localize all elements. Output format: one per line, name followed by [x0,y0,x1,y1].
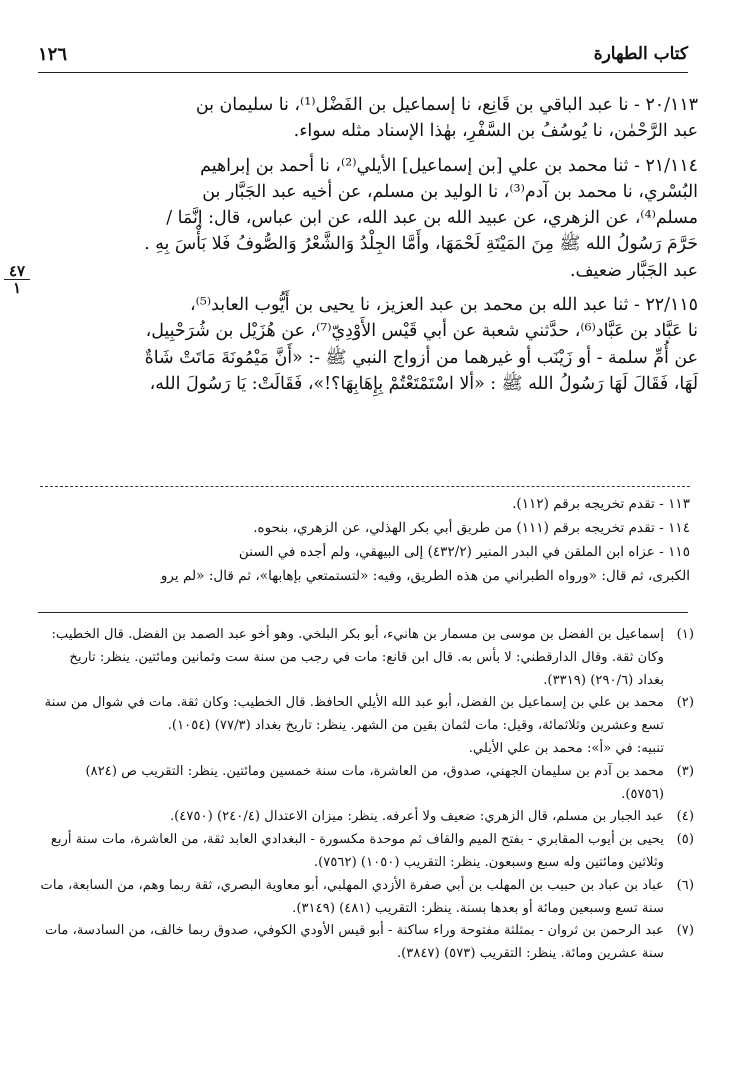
hadith-line: نا عَبَّاد بن عَبَّاد⁽⁶⁾، حدَّثني شعبة عن أبي قَيْس الأَوْدِيّ⁽⁷⁾، عن هُزَيْل بن شُرَحْبِيل، [145,321,698,342]
reference-line: ١١٥ - عزاه ابن الملقن في البدر المنير (٤٣٢/٢) إلى البيهقي، ولم أجده في السنن [238,544,690,560]
footnote-text: يحيى بن أيوب المقابري - بفتح الميم والقاف ثم موحدة مكسورة - البغدادي العابد ثقة، من العاشرة، مات سنة أربع وثلاثين ومائتين وله سبع وسبعون. ينظر: التقريب (١٠٥٠) (٧٥٦٢). [50,832,664,870]
section-dashed-rule [40,486,690,487]
footnote [40,875,694,921]
footnote [40,829,694,875]
hadith-line: عبد الجَبَّار ضعيف. [569,260,698,281]
hadith-line: حَرَّمَ رَسُولُ الله ﷺ مِنَ المَيْتَةِ لَحْمَهَا، وأَمَّا الجِلْدُ وَالشَّعْرُ وَالصُّوفُ فَلا بَأْسَ بِهِ . [144,234,698,255]
hadith-line: ٢١/١١٤ - ثنا محمد بن علي [بن إسماعيل] الأيلي⁽²⁾، نا أحمد بن إبراهيم [200,155,698,176]
footnote-text: عبد الرحمن بن ثروان - بمثلثة مفتوحة وراء ساكنة - أبو قيس الأودي الكوفي، صدوق ربما خالف، من السادسة، مات سنة عشرين ومائة. ينظر: التقريب (٥٧٣) (٣٨٤٧). [44,923,664,962]
margin-folio-bottom: ١ [12,279,22,297]
takhrij-references [40,492,690,588]
footnote-text: محمد بن آدم بن سليمان الجهني، صدوق، من العاشرة، مات سنة خمسين ومائتين. ينظر: التقريب ص (٨٢٤) (٥٧٥٦). [85,763,664,802]
footnote-text: محمد بن علي بن إسماعيل بن الفضل، أبو عبد الله الأيلي الحافظ. قال الخطيب: وكان ثقة. مات في شوال من سنة تسع وعشرين وثلاثمائة، وقيل: مات لثمان بقين من الشهر. ينظر: تاريخ بغداد (٧٧/٣) (١٠٥٤). [44,695,664,734]
hadith-line: عبد الرَّحْمٰن، نا يُوسُفُ بن السَّفْرِ، بهٰذا الإسناد مثله سواء. [293,121,698,142]
header-rule [38,72,688,73]
hadith-text [38,92,698,397]
margin-folio-note [4,263,30,296]
footnote-caution [40,738,694,761]
margin-folio-top: ٤٧ [4,263,30,280]
footnote [40,920,694,966]
footnote [40,692,694,738]
footnote-caution-text: تنبيه: في «أ»: محمد بن علي الأيلي. [468,740,664,756]
reference-line: ١١٤ - تقدم تخريجه برقم (١١١) من طريق أبي بكر الهذلي، عن الزهري، بنحوه. [253,520,690,536]
book-title: كتاب الطهارة [593,44,688,64]
footnote-number: (١) [676,627,694,642]
hadith-line: عن أُمِّ سلمة - أو زَيْنَب أو غيرهما من أزواج النبي ﷺ -: «أَنَّ مَيْمُونَةَ مَاتَتْ شَاةٌ [144,347,698,368]
page-number: ١٢٦ [38,44,68,65]
footnote-text: إسماعيل بن الفضل بن موسى بن مسمار بن هانيء، أبو بكر البلخي. وهو أخو عبد الصمد بن الفضل. قال الخطيب: وكان ثقة. وقال الدارقطني: لا بأس به. قال ابن قانع: مات في رجب من سنة ست وثمانين ومائتين. ينظر: تاريخ بغداد (٢٩٠/٦) (٣٣١٩). [51,627,664,688]
reference-line: ١١٣ - تقدم تخريجه برقم (١١٢). [512,496,690,512]
page-header [38,44,688,70]
footnote [40,761,694,807]
footnotes [40,624,694,966]
footnote-text: عباد بن عباد بن حبيب بن المهلب بن أبي صفرة الأزدي المهلبي، أبو معاوية البصري، ثقة ربما وهم، من السابعة، مات سنة تسع وسبعين ومائة أو بعدها بسنة. ينظر: التقريب (٤٨١) (٣١٤٩). [40,877,664,916]
footnote-number: (٦) [676,877,694,893]
hadith-line: البُسْري، نا محمد بن آدم⁽³⁾، نا الوليد بن مسلم، عن أخيه عبد الجَبَّار بن [202,181,698,202]
footnote-text: عبد الجبار بن مسلم، قال الزهري: ضعيف ولا أعرفه. ينظر: ميزان الاعتدال (٢٤٠/٤) (٤٧٥٠). [169,809,664,825]
footnote [40,624,694,692]
footnote [40,806,694,829]
footnote-number: (٢) [676,695,694,711]
hadith-line: مسلم⁽⁴⁾، عن الزهري، عن عبيد الله بن عبد الله، عن ابن عباس، قال: إنَّمَا / [166,208,698,229]
footnote-number: (٣) [676,763,694,779]
footnote-rule [38,612,688,613]
footnote-number: (٧) [676,923,694,939]
hadith-line: لَهَا، فَقَالَ لَهَا رَسُولُ الله ﷺ : «ألا اسْتَمْتَعْتُمْ بِإِهَابِهَا؟!»، فَقَالَتْ: يَا رَسُولَ الله، [149,373,698,394]
hadith-line: ٢٠/١١٣ - نا عبد الباقي بن قَانِع، نا إسماعيل بن الفَضْل⁽¹⁾، نا سليمان بن [195,95,698,115]
footnote-number: (٥) [676,832,694,848]
reference-line: الكبرى، ثم قال: «ورواه الطبراني من هذه الطريق، وفيه: «لتستمتعي بإهابها»، ثم قال: «لم يرو [160,568,690,584]
footnote-number: (٤) [676,809,694,825]
hadith-line: ٢٢/١١٥ - ثنا عبد الله بن محمد بن عبد العزيز، نا يحيى بن أَيُّوب العابد⁽⁵⁾، [190,295,698,316]
